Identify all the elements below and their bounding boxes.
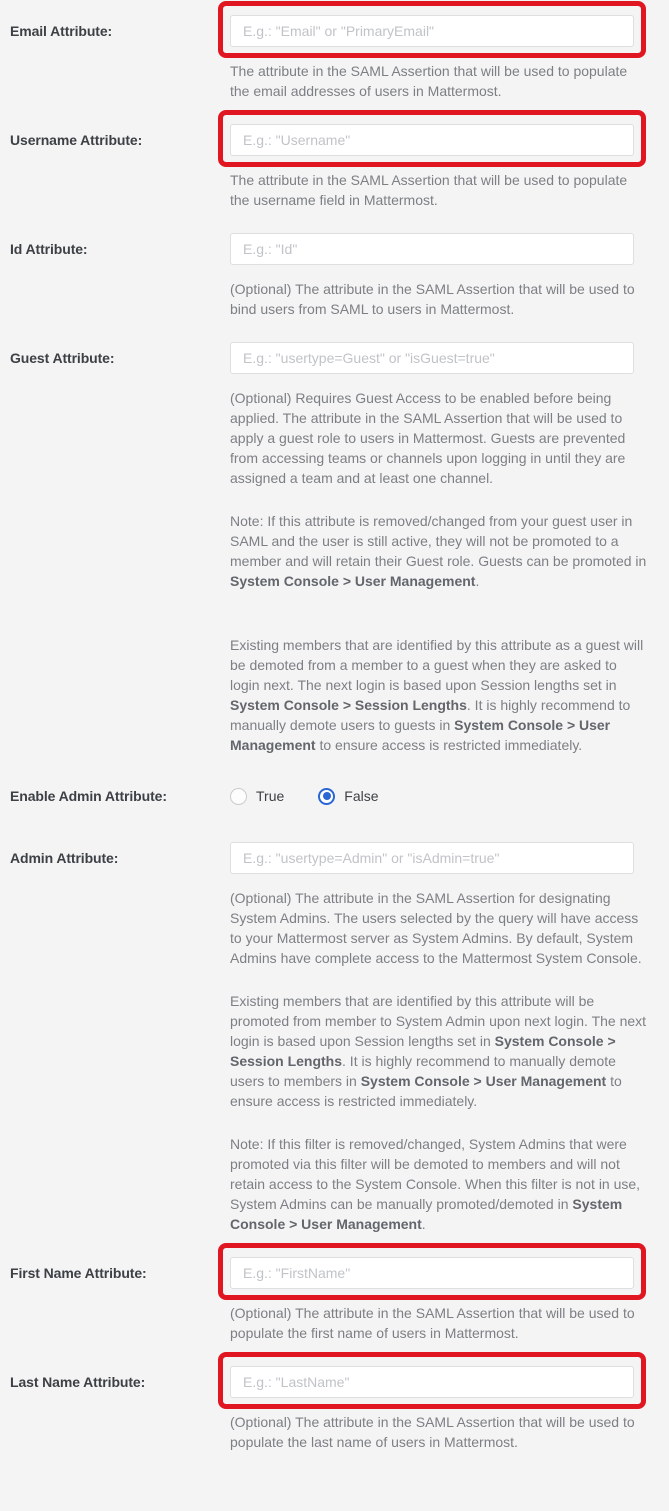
form-row-last-name-attribute [10, 1366, 669, 1452]
help-paragraph: (Optional) Requires Guest Access to be enabled before being applied. The attribute in the SAML Assertion that will be used to apply a guest role to users in Mattermost. Guests are prevented from accessing teams or channels upon logging in until they are assigned a team and at least one channel. [230, 390, 626, 486]
enable-admin-true-radio[interactable] [230, 786, 284, 806]
email-attribute-label: Email Attribute: [10, 23, 113, 39]
enable-admin-attribute-label: Enable Admin Attribute: [10, 788, 167, 804]
enable-admin-false-radio[interactable] [318, 786, 378, 806]
form-row-guest-attribute [10, 342, 669, 755]
annotation-highlight-box [218, 1243, 646, 1300]
username-attribute-input[interactable] [230, 124, 634, 156]
help-paragraph: (Optional) The attribute in the SAML Assertion that will be used to populate the last name of users in Mattermost. [230, 1414, 635, 1450]
form-row-id-attribute [10, 233, 669, 319]
guest-attribute-label: Guest Attribute: [10, 350, 115, 366]
help-paragraph: The attribute in the SAML Assertion that will be used to populate the username field in Mattermost. [230, 172, 628, 208]
form-row-enable-admin-attribute [10, 778, 669, 806]
radio-selected-icon [318, 788, 335, 805]
id-attribute-label: Id Attribute: [10, 241, 88, 257]
help-paragraph: (Optional) The attribute in the SAML Assertion that will be used to populate the first name of users in Mattermost. [230, 1305, 635, 1341]
email-attribute-input[interactable] [230, 15, 634, 47]
admin-attribute-label: Admin Attribute: [10, 850, 119, 866]
email-attribute-help [230, 61, 650, 101]
help-paragraph: Note: If this attribute is removed/changed from your guest user in SAML and the user is still active, they will not be promoted to a member and will retain their Guest role. Guests can be promoted in System Console > User Management. [230, 513, 647, 589]
annotation-highlight-box [218, 110, 646, 167]
last-name-attribute-input[interactable] [230, 1366, 634, 1398]
guest-attribute-input[interactable] [230, 342, 634, 374]
radio-true-label: True [256, 788, 285, 804]
username-attribute-label: Username Attribute: [10, 132, 143, 148]
first-name-attribute-input[interactable] [230, 1257, 634, 1289]
username-attribute-help [230, 170, 650, 210]
annotation-highlight-box [218, 1, 646, 58]
radio-unselected-icon [230, 788, 247, 805]
help-paragraph: (Optional) The attribute in the SAML Assertion for designating System Admins. The users selected by the query will have access to your Mattermost server as System Admins. By default, System Admins have complete access to the Mattermost System Console. [230, 890, 642, 966]
form-row-email-attribute [10, 15, 669, 101]
last-name-attribute-label: Last Name Attribute: [10, 1374, 146, 1390]
first-name-attribute-label: First Name Attribute: [10, 1265, 147, 1281]
admin-attribute-input[interactable] [230, 842, 634, 874]
form-row-username-attribute [10, 124, 669, 210]
form-row-admin-attribute [10, 842, 669, 1234]
radio-false-label: False [344, 788, 379, 804]
first-name-attribute-help [230, 1303, 650, 1343]
help-paragraph: Existing members that are identified by this attribute will be promoted from member to System Admin upon next login. The next login is based upon Session lengths set in System Console > Session Lengths. It is highly recommend to manually demote users to members in System Console > User Management to ensure access is restricted immediately. [230, 993, 647, 1109]
help-paragraph: Note: If this filter is removed/changed, System Admins that were promoted via this filter will be demoted to members and will not retain access to the System Console. When this filter is not in use, System Admins can be manually promoted/demoted in System Console > User Management. [230, 1136, 641, 1232]
help-paragraph: The attribute in the SAML Assertion that will be used to populate the email addresses of users in Mattermost. [230, 63, 628, 99]
annotation-highlight-box [218, 1352, 646, 1409]
form-row-first-name-attribute [10, 1257, 669, 1343]
guest-attribute-help [230, 388, 650, 755]
help-paragraph: Existing members that are identified by this attribute as a guest will be demoted from a member to a guest when they are asked to login next. The next login is based upon Session lengths set in System Console > Session Lengths. It is highly recommend to manually demote users to guests in System Console > User Management to ensure access is restricted immediately. [230, 637, 644, 753]
id-attribute-help [230, 279, 650, 319]
help-paragraph: (Optional) The attribute in the SAML Assertion that will be used to bind users from SAML to users in Mattermost. [230, 281, 635, 317]
enable-admin-attribute-radios [230, 785, 654, 806]
last-name-attribute-help [230, 1412, 650, 1452]
id-attribute-input[interactable] [230, 233, 634, 265]
admin-attribute-help [230, 888, 650, 1234]
